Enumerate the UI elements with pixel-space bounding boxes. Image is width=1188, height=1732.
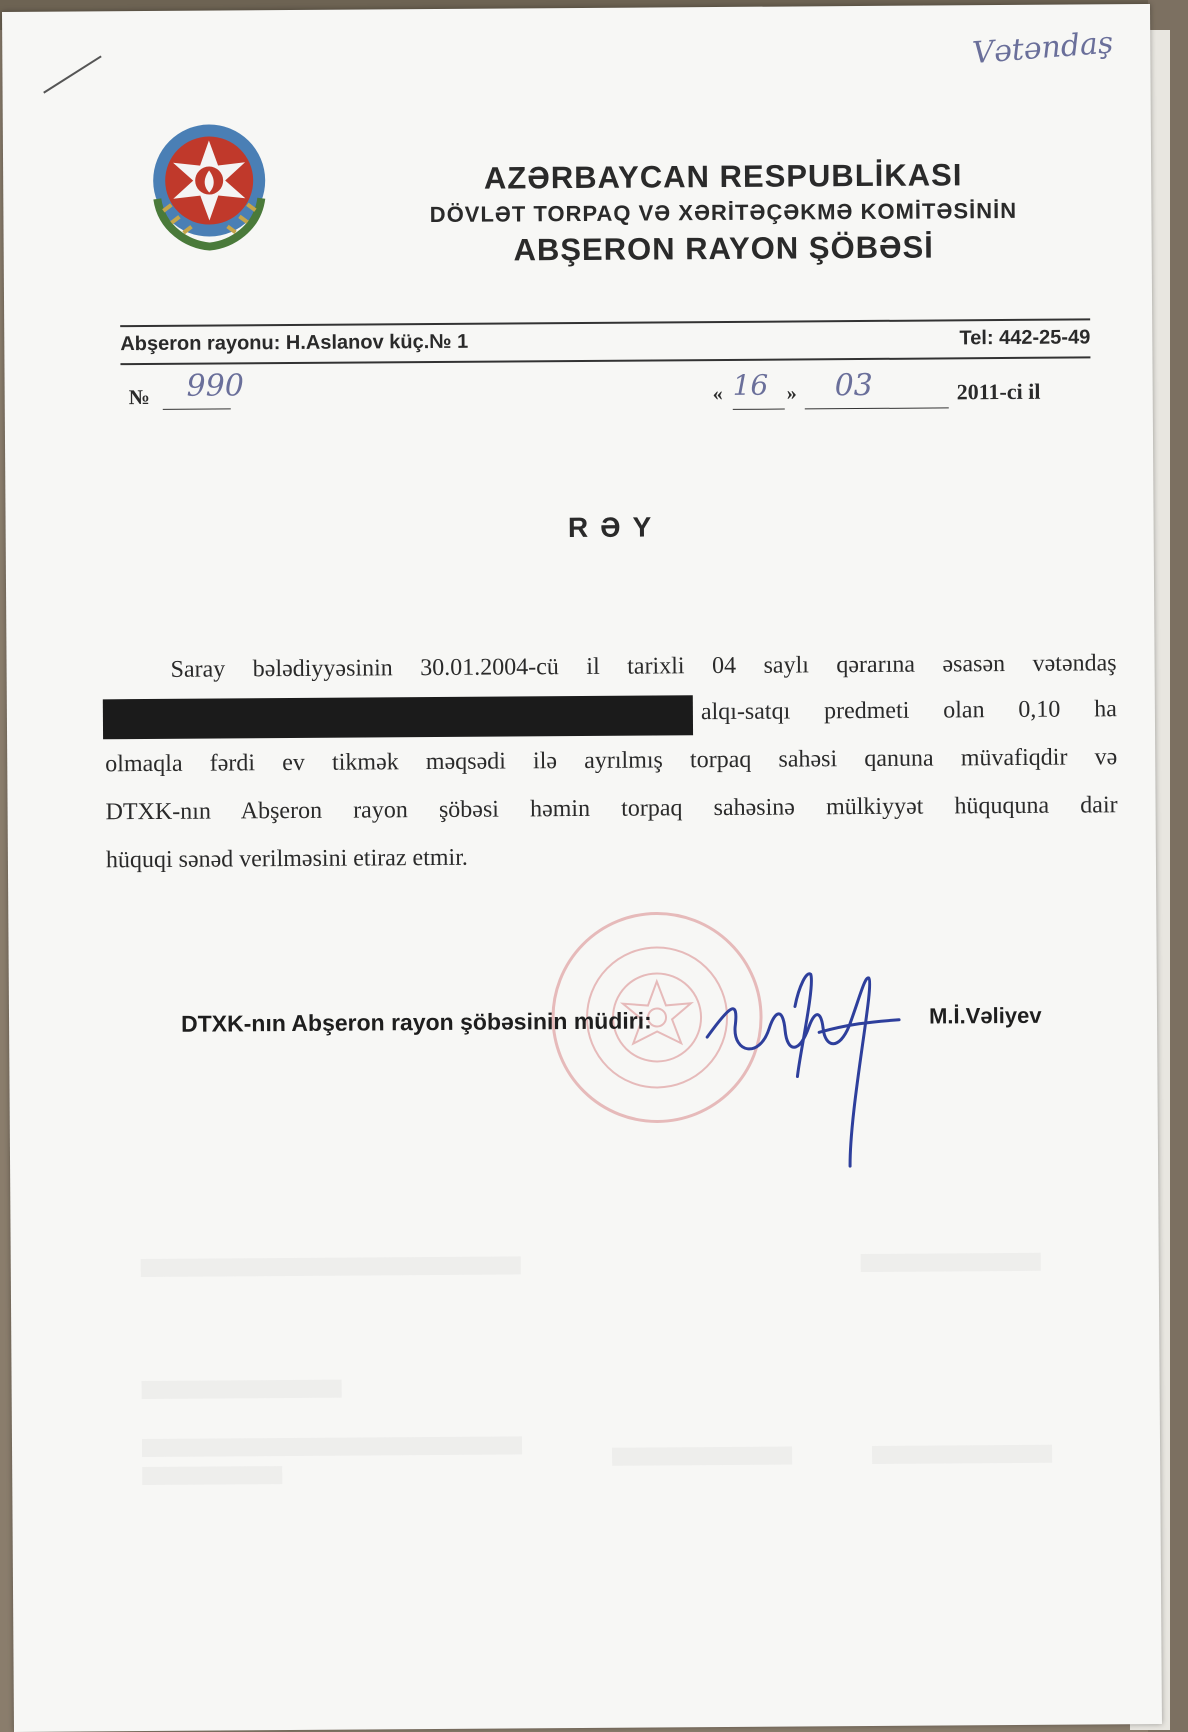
header-rule-top (120, 318, 1090, 327)
body-line-3: olmaqla fərdi ev tikmək məqsədi ilə ayrılmış torpaq sahəsi qanuna müvafiqdir və (105, 744, 1118, 778)
phone-text: Tel: 442-25-49 (959, 326, 1091, 350)
body-line-4: DTXK-nın Abşeron rayon şöbəsi həmin torpaq sahəsinə mülkiyyət hüququna dair (105, 792, 1118, 826)
redaction-bar (103, 695, 693, 739)
signatory-title: DTXK-nın Abşeron rayon şöbəsinin müdiri: (180, 1007, 652, 1037)
date-day: 16 (732, 368, 769, 402)
bleed-through-text (142, 1380, 342, 1399)
date-day-underline (733, 409, 785, 410)
bleed-through-text (612, 1447, 792, 1466)
bleed-through-text (141, 1256, 521, 1277)
date-year: 2011-ci il (956, 378, 1041, 405)
date-month: 03 (834, 367, 873, 404)
number-value: 990 (186, 368, 245, 404)
date-open-quote: « (712, 382, 723, 406)
body-line-2: alqı-satqı predmeti olan 0,10 ha (700, 696, 1117, 726)
handwritten-signature (699, 966, 921, 1188)
body-line-1: Saray bələdiyyəsinin 30.01.2004-cü il tarixli 04 saylı qərarına əsasən vətəndaş (170, 650, 1117, 683)
header-committee: DÖVLƏT TORPAQ VƏ XƏRİTƏÇƏKMƏ KOMİTƏSİNİN (429, 197, 1018, 228)
header-rule-bottom (120, 356, 1090, 365)
bleed-through-text (142, 1466, 282, 1485)
bleed-through-text (861, 1253, 1041, 1272)
document-page (2, 4, 1162, 1732)
header-department: ABŞERON RAYON ŞÖBƏSİ (513, 229, 934, 268)
number-underline (163, 408, 231, 409)
signatory-name: M.İ.Vəliyev (928, 1002, 1042, 1029)
date-close-quote: » (786, 382, 797, 405)
body-line-5: hüquqi sənəd verilməsini etiraz etmir. (105, 844, 468, 874)
address-text: Abşeron rayonu: H.Aslanov küç.№ 1 (120, 330, 469, 356)
document-title: RƏY (567, 511, 664, 544)
bleed-through-text (872, 1445, 1052, 1464)
bleed-through-text (142, 1436, 522, 1457)
date-month-underline (805, 407, 949, 409)
pen-mark (43, 55, 101, 93)
address-row (120, 326, 1091, 356)
state-emblem-icon (143, 118, 276, 251)
header-country: AZƏRBAYCAN RESPUBLİKASI (483, 157, 963, 196)
number-label: № (128, 384, 150, 410)
corner-handwritten-note: Vətəndaş (971, 25, 1115, 72)
